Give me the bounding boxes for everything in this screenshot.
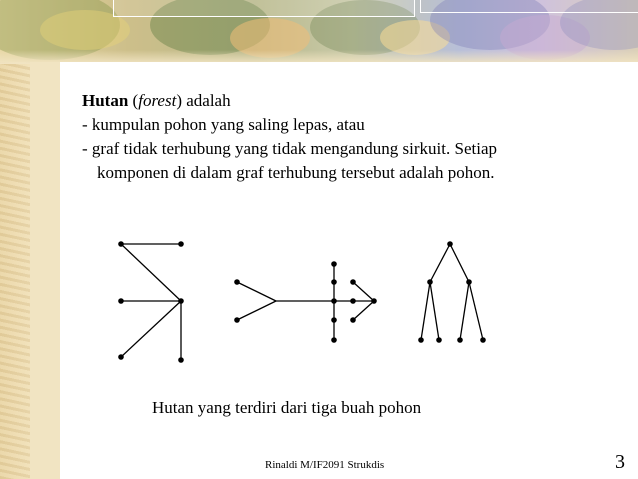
tree-vertex	[178, 298, 184, 304]
bullet-1: - kumpulan pohon yang saling lepas, atau	[82, 115, 365, 134]
tree-vertex	[234, 279, 240, 285]
tree-edge	[237, 282, 276, 301]
tree-vertex	[331, 337, 337, 343]
tree-edge	[421, 282, 430, 340]
term-italic: forest	[138, 91, 177, 110]
tree-vertex	[118, 354, 124, 360]
tree-vertex	[118, 298, 124, 304]
tree-edge	[121, 244, 181, 301]
paren-open: (	[128, 91, 139, 110]
tree-edge	[469, 282, 483, 340]
tree-edge	[121, 301, 181, 357]
tree-edge	[353, 301, 374, 320]
tree-vertex	[178, 357, 184, 363]
tree-1	[121, 244, 181, 360]
tree-vertex	[350, 298, 356, 304]
heading-rest: ) adalah	[176, 91, 231, 110]
tree-vertex	[371, 298, 377, 304]
tree-edge	[460, 282, 469, 340]
tree-vertex	[447, 241, 453, 247]
tree-edge	[430, 244, 450, 282]
tree-vertices	[118, 241, 486, 363]
page-number: 3	[615, 451, 625, 473]
slide-footer: Rinaldi M/IF2091 Strukdis	[265, 459, 385, 471]
tree-vertex	[457, 337, 463, 343]
tree-vertex	[331, 261, 337, 267]
tree-vertex	[418, 337, 424, 343]
tree-edge	[450, 244, 469, 282]
tree-vertex	[427, 279, 433, 285]
tree-vertex	[234, 317, 240, 323]
tree-vertex	[331, 298, 337, 304]
figure-caption: Hutan yang terdiri dari tiga buah pohon	[152, 398, 422, 417]
tree-vertex	[436, 337, 442, 343]
tree-3	[421, 244, 483, 340]
tree-vertex	[178, 241, 184, 247]
bullet-2: - graf tidak terhubung yang tidak mengandung sirkuit. Setiap	[82, 139, 497, 158]
tree-vertex	[331, 279, 337, 285]
tree-vertex	[480, 337, 486, 343]
tree-vertex	[350, 279, 356, 285]
tree-vertex	[466, 279, 472, 285]
bullet-2-continuation: komponen di dalam graf terhubung tersebut adalah pohon.	[97, 163, 495, 182]
tree-vertex	[331, 317, 337, 323]
tree-vertex	[118, 241, 124, 247]
tree-vertex	[350, 317, 356, 323]
tree-edge	[237, 301, 276, 320]
tree-edge	[353, 282, 374, 301]
tree-edge	[430, 282, 439, 340]
term-bold: Hutan	[82, 91, 129, 110]
